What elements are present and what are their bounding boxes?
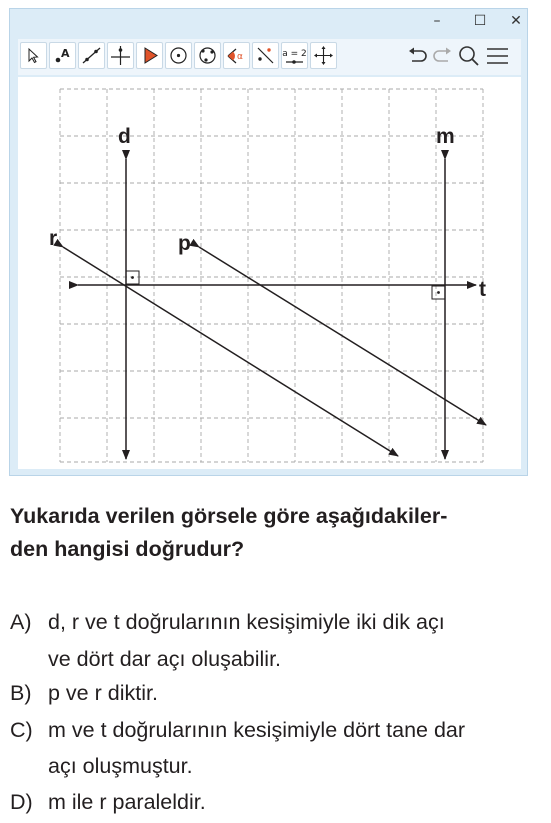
redo-icon bbox=[430, 43, 456, 69]
polygon-tool-button[interactable] bbox=[136, 42, 163, 69]
title-bar bbox=[10, 9, 527, 35]
maximize-icon[interactable]: ☐ bbox=[473, 13, 487, 29]
menu-icon bbox=[484, 43, 510, 69]
option-c-continuation: açı oluşmuştur. bbox=[48, 754, 193, 778]
option-b[interactable] bbox=[10, 677, 158, 709]
label-r: r bbox=[49, 227, 58, 250]
minimize-icon[interactable]: – bbox=[433, 13, 441, 29]
slider-tool-label: a = 2 bbox=[282, 49, 307, 59]
option-d[interactable] bbox=[10, 786, 206, 818]
reflect-icon bbox=[253, 43, 278, 68]
search-button[interactable] bbox=[456, 43, 482, 69]
toolbar bbox=[18, 39, 521, 75]
close-icon[interactable]: ✕ bbox=[510, 13, 522, 29]
label-p: p bbox=[178, 232, 191, 255]
option-letter: A) bbox=[10, 610, 32, 634]
angle-icon bbox=[224, 43, 249, 68]
slider-tool-button[interactable] bbox=[281, 42, 308, 69]
line-r bbox=[63, 247, 398, 456]
search-icon bbox=[456, 43, 482, 69]
option-c[interactable] bbox=[10, 714, 465, 746]
point-icon bbox=[50, 43, 75, 68]
undo-icon bbox=[404, 43, 430, 69]
circle-three-points-tool-button[interactable] bbox=[194, 42, 221, 69]
line-tool-button[interactable] bbox=[78, 42, 105, 69]
perpendicular-line-tool-button[interactable] bbox=[107, 42, 134, 69]
option-letter: B) bbox=[10, 681, 32, 705]
geogebra-window bbox=[9, 8, 528, 476]
angle-tool-button[interactable] bbox=[223, 42, 250, 69]
geometry-figure bbox=[18, 77, 521, 469]
circle-icon bbox=[166, 43, 191, 68]
angle-tool-label: α bbox=[237, 52, 243, 62]
move-tool-button[interactable] bbox=[20, 42, 47, 69]
reflect-tool-button[interactable] bbox=[252, 42, 279, 69]
label-d: d bbox=[118, 125, 131, 148]
option-a-continuation: ve dört dar açı oluşabilir. bbox=[48, 647, 282, 671]
graphics-view[interactable] bbox=[18, 77, 521, 469]
circle-three-points-icon bbox=[195, 43, 220, 68]
question-stem: Yukarıda verilen görsele göre aşağıdakiler- den hangisi doğrudur? bbox=[10, 504, 448, 561]
line-icon bbox=[79, 43, 104, 68]
option-letter: D) bbox=[10, 790, 33, 814]
move-graphics-icon bbox=[311, 43, 336, 68]
perpendicular-icon bbox=[108, 43, 133, 68]
line-p bbox=[199, 247, 486, 425]
menu-button[interactable] bbox=[484, 43, 510, 69]
move-graphics-tool-button[interactable] bbox=[310, 42, 337, 69]
option-letter: C) bbox=[10, 718, 33, 742]
option-text: d, r ve t doğrularının kesişimiyle iki dik açı bbox=[48, 610, 445, 634]
undo-button[interactable] bbox=[404, 43, 430, 69]
option-text: m ve t doğrularının kesişimiyle dört tane dar bbox=[48, 718, 466, 742]
redo-button[interactable] bbox=[430, 43, 456, 69]
slider-icon bbox=[282, 43, 307, 68]
polygon-icon bbox=[137, 43, 162, 68]
point-tool-button[interactable] bbox=[49, 42, 76, 69]
option-text: p ve r diktir. bbox=[48, 681, 158, 705]
right-angle-marker-d-t bbox=[126, 271, 139, 284]
option-text: m ile r paraleldir. bbox=[48, 790, 206, 814]
arrow-cursor-icon bbox=[21, 43, 46, 68]
circle-center-point-tool-button[interactable] bbox=[165, 42, 192, 69]
label-t: t bbox=[479, 278, 486, 301]
question-text bbox=[10, 500, 545, 566]
right-angle-marker-m-t bbox=[432, 286, 445, 299]
option-a[interactable] bbox=[10, 606, 445, 638]
label-m: m bbox=[436, 125, 455, 148]
point-tool-label: A bbox=[61, 47, 70, 60]
